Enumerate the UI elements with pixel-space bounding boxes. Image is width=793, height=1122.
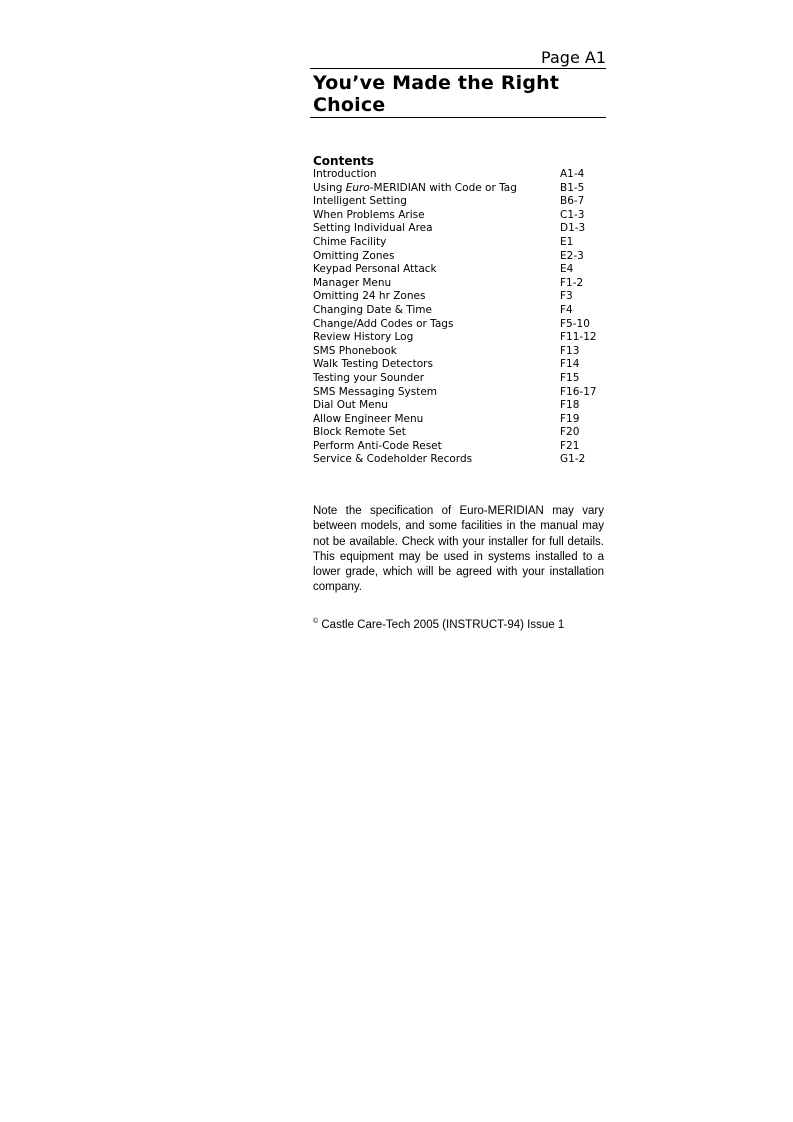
toc-entry bbox=[313, 318, 605, 332]
toc-entry-title: Testing your Sounder bbox=[313, 371, 425, 384]
copyright-line bbox=[313, 614, 564, 633]
toc-entry-page: E1 bbox=[560, 235, 574, 248]
toc-entry-title: Manager Menu bbox=[313, 276, 392, 289]
toc-entry-page: F11-12 bbox=[560, 331, 597, 344]
toc-entry-title: Walk Testing Detectors bbox=[313, 358, 433, 371]
toc-entry-page: F1-2 bbox=[560, 276, 584, 289]
toc-entry bbox=[313, 453, 605, 467]
toc-entry bbox=[313, 426, 605, 440]
toc-entry-title: Omitting Zones bbox=[313, 249, 395, 262]
toc-entry bbox=[313, 236, 605, 250]
toc-entry-title: SMS Messaging System bbox=[313, 385, 438, 398]
title-rule-top bbox=[310, 68, 606, 69]
toc-entry-page: F16-17 bbox=[560, 385, 597, 398]
toc-entry-page: E2-3 bbox=[560, 249, 584, 262]
toc-entry bbox=[313, 209, 605, 223]
title-rule-bottom bbox=[310, 117, 606, 118]
toc-entry-page: F19 bbox=[560, 412, 580, 425]
toc-entry bbox=[313, 168, 605, 182]
toc-entry bbox=[313, 331, 605, 345]
toc-entry-page: F20 bbox=[560, 426, 580, 439]
toc-entry-title: Introduction bbox=[313, 168, 377, 180]
toc-entry-title: Allow Engineer Menu bbox=[313, 412, 424, 425]
contents-list bbox=[313, 168, 605, 467]
toc-entry-title: Dial Out Menu bbox=[313, 399, 388, 412]
toc-entry-page: F15 bbox=[560, 371, 580, 384]
toc-entry bbox=[313, 440, 605, 454]
toc-entry-title: Chime Facility bbox=[313, 235, 387, 248]
toc-entry-title-prefix: Using bbox=[313, 181, 346, 194]
toc-entry-title: Setting Individual Area bbox=[313, 222, 433, 235]
toc-entry bbox=[313, 290, 605, 304]
toc-entry-page: B6-7 bbox=[560, 195, 585, 208]
toc-entry bbox=[313, 250, 605, 264]
toc-entry-title: Changing Date & Time bbox=[313, 303, 432, 316]
toc-entry-page: F21 bbox=[560, 439, 580, 452]
toc-entry bbox=[313, 222, 605, 236]
toc-entry-page: G1-2 bbox=[560, 453, 586, 466]
toc-entry bbox=[313, 304, 605, 318]
toc-entry-title-italic: Euro bbox=[345, 181, 370, 194]
specification-note: Note the specification of Euro-MERIDIAN may vary between models, and some facilities in the manual may not be available. Check with your installer for full details. This equipment may be used in systems installed to a lower grade, which will be agreed with your installation company. bbox=[313, 505, 604, 594]
toc-entry-page: E4 bbox=[560, 263, 574, 276]
page-title: You’ve Made the Right Choice bbox=[313, 72, 560, 116]
toc-entry-title bbox=[313, 182, 517, 196]
page-number: Page A1 bbox=[541, 48, 606, 67]
toc-entry-page: F18 bbox=[560, 399, 580, 412]
copyright-symbol: © bbox=[313, 618, 319, 625]
copyright-text: Castle Care-Tech 2005 (INSTRUCT-94) Issue 1 bbox=[321, 618, 565, 631]
toc-entry-title: Omitting 24 hr Zones bbox=[313, 290, 426, 303]
toc-entry-page: F4 bbox=[560, 303, 573, 316]
toc-entry-page: F5-10 bbox=[560, 317, 590, 330]
toc-entry bbox=[313, 277, 605, 291]
toc-entry-title-suffix: -MERIDIAN with Code or Tag bbox=[369, 181, 517, 194]
toc-entry-page: F14 bbox=[560, 358, 580, 371]
toc-entry bbox=[313, 399, 605, 413]
toc-entry bbox=[313, 386, 605, 400]
toc-entry-page: C1-3 bbox=[560, 208, 585, 221]
toc-entry-title: Block Remote Set bbox=[313, 426, 406, 439]
toc-entry-title: Change/Add Codes or Tags bbox=[313, 317, 454, 330]
toc-entry-title: Review History Log bbox=[313, 331, 414, 344]
toc-entry bbox=[313, 372, 605, 386]
toc-entry bbox=[313, 413, 605, 427]
toc-entry bbox=[313, 195, 605, 209]
toc-entry-title: Keypad Personal Attack bbox=[313, 263, 437, 276]
toc-entry-page: F3 bbox=[560, 290, 573, 303]
toc-entry bbox=[313, 182, 605, 196]
toc-entry bbox=[313, 358, 605, 372]
toc-entry-page: F13 bbox=[560, 344, 580, 357]
contents-heading: Contents bbox=[313, 154, 374, 168]
toc-entry-page: A1-4 bbox=[560, 168, 585, 180]
toc-entry-title: SMS Phonebook bbox=[313, 344, 397, 357]
toc-entry-title: Perform Anti-Code Reset bbox=[313, 439, 442, 452]
toc-entry-title: Intelligent Setting bbox=[313, 195, 407, 208]
toc-entry bbox=[313, 345, 605, 359]
toc-entry-page: B1-5 bbox=[560, 181, 585, 194]
toc-entry-title: Service & Codeholder Records bbox=[313, 453, 473, 466]
toc-entry bbox=[313, 263, 605, 277]
toc-entry-page: D1-3 bbox=[560, 222, 586, 235]
toc-entry-title: When Problems Arise bbox=[313, 208, 425, 221]
